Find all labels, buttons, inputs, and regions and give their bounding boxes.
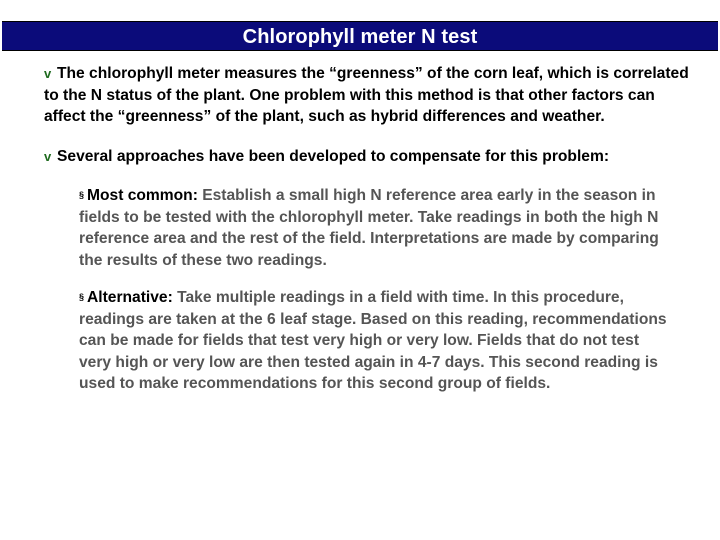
slide-content [44, 63, 694, 411]
slide-title-bar [2, 21, 718, 51]
sub-bullet-item [79, 287, 669, 395]
bullet-item [44, 63, 694, 128]
square-bullet-icon: § [79, 190, 85, 200]
sub-bullet-label: Most common: [87, 187, 203, 204]
sub-bullet-text: Take multiple readings in a field with time. In this procedure, readings are taken at the 6 leaf stage. Based on this reading, recommendations can be made for fields that test very high or very low. Fields that do not test very high or very low are then tested again in 4-7 days. This second reading is used to make recommendations for this second group of fields. [79, 289, 667, 392]
sub-bullet-item [79, 185, 669, 271]
diamond-bullet-icon: v [44, 66, 52, 81]
slide-title: Chlorophyll meter N test [242, 26, 478, 48]
bullet-text: Several approaches have been developed to compensate for this problem: [57, 147, 610, 165]
square-bullet-icon: § [79, 292, 85, 302]
bullet-text: The chlorophyll meter measures the “greenness” of the corn leaf, which is correlated to the N status of the plant. One problem with this method is that other factors can affect the “greenness” of the plant, such as hybrid differences and weather. [44, 65, 689, 125]
diamond-bullet-icon: v [44, 148, 52, 164]
bullet-item [44, 146, 694, 168]
sub-bullet-text: Establish a small high N reference area early in the season in fields to be tested with the chlorophyll meter. Take readings in both the high N reference area and the rest of the field. Interpretations are made by comparing the results of these two readings. [79, 187, 659, 269]
sub-bullet-label: Alternative: [87, 289, 178, 306]
